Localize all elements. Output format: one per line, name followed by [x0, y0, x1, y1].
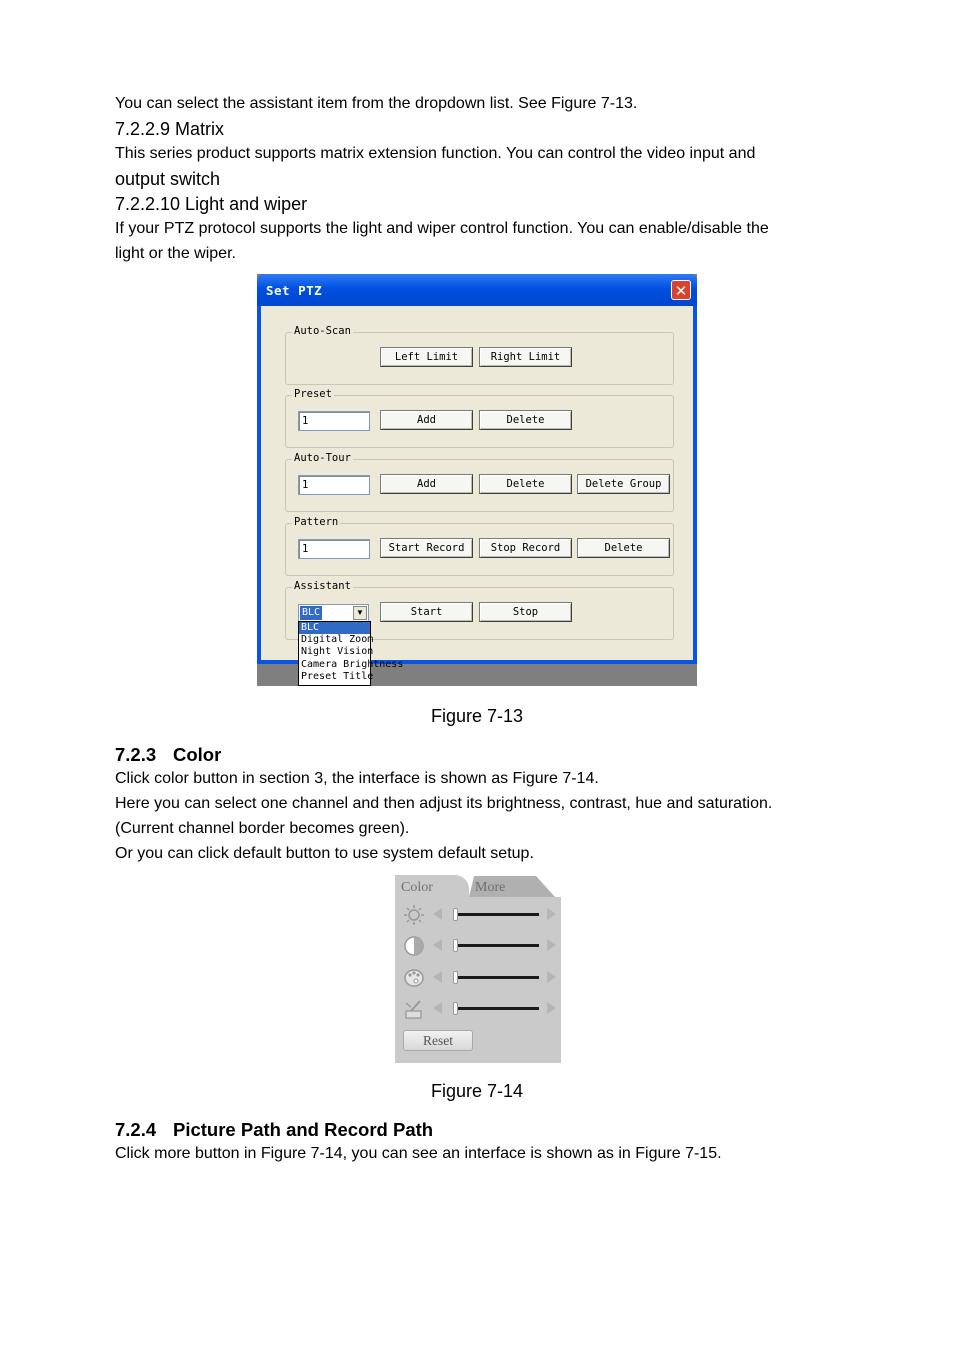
slider-knob[interactable]: [453, 939, 458, 952]
contrast-icon: [403, 935, 425, 957]
group-label-auto-tour: Auto-Tour: [294, 452, 351, 464]
assistant-start-button[interactable]: Start: [380, 602, 473, 622]
group-pattern: [285, 516, 674, 576]
brightness-icon: [403, 904, 425, 926]
group-auto-scan: [285, 325, 674, 385]
slider-knob[interactable]: [453, 1002, 458, 1015]
preset-delete-button[interactable]: Delete: [479, 410, 572, 430]
preset-input[interactable]: 1: [298, 411, 370, 431]
slider-track[interactable]: [455, 976, 539, 979]
assistant-dropdown-list: [298, 621, 404, 686]
slider-knob[interactable]: [453, 908, 458, 921]
light-paragraph-1: If your PTZ protocol supports the light and wiper control function. You can enable/disable the: [115, 220, 769, 237]
color-paragraph-1: Click color button in section 3, the interface is shown as Figure 7-14.: [115, 770, 599, 787]
dropdown-option[interactable]: Camera Brightness: [301, 658, 404, 670]
increase-arrow-icon[interactable]: [547, 939, 556, 951]
delete-group-button[interactable]: Delete Group: [577, 474, 670, 494]
close-icon[interactable]: ✕: [671, 280, 691, 300]
group-label-preset: Preset: [294, 388, 332, 400]
tab-more-label: More: [475, 880, 506, 895]
saturation-icon: [403, 998, 425, 1020]
path-paragraph-1: Click more button in Figure 7-14, you can see an interface is shown as in Figure 7-15.: [115, 1145, 722, 1162]
palette-icon: [403, 967, 425, 989]
assistant-select[interactable]: [298, 604, 369, 622]
slider-track[interactable]: [455, 913, 539, 916]
slider-row-saturation: [395, 996, 561, 1022]
slider-row-contrast: [395, 933, 561, 959]
heading-picture-path: [115, 1119, 433, 1141]
pattern-input[interactable]: 1: [298, 539, 370, 559]
dialog-body: [261, 306, 693, 660]
section-number: 7.2.4: [115, 1119, 157, 1140]
slider-track[interactable]: [455, 944, 539, 947]
dialog-titlebar[interactable]: [257, 274, 697, 306]
color-panel: [395, 875, 561, 1063]
set-ptz-dialog: [257, 274, 697, 686]
color-paragraph-4: Or you can click default button to use system default setup.: [115, 845, 534, 862]
increase-arrow-icon[interactable]: [547, 908, 556, 920]
auto-tour-add-button[interactable]: Add: [380, 474, 473, 494]
decrease-arrow-icon[interactable]: [433, 971, 442, 983]
group-auto-tour: [285, 452, 674, 512]
dropdown-option[interactable]: BLC: [299, 622, 370, 634]
decrease-arrow-icon[interactable]: [433, 908, 442, 920]
heading-matrix: 7.2.2.9 Matrix: [115, 119, 225, 139]
group-label-auto-scan: Auto-Scan: [294, 325, 351, 337]
auto-tour-delete-button[interactable]: Delete: [479, 474, 572, 494]
group-preset: [285, 388, 674, 448]
group-label-assistant: Assistant: [294, 580, 351, 592]
increase-arrow-icon[interactable]: [547, 1002, 556, 1014]
assistant-selected-value: BLC: [302, 607, 321, 618]
dropdown-option[interactable]: Night Vision: [301, 646, 374, 658]
tab-bar: [395, 875, 561, 897]
heading-color: [115, 744, 221, 766]
figure-caption-7-14: Figure 7-14: [430, 1081, 524, 1101]
slider-row-brightness: [395, 902, 561, 928]
dropdown-option[interactable]: Digital Zoom: [301, 634, 374, 646]
slider-track[interactable]: [455, 1007, 539, 1010]
heading-light-wiper: 7.2.2.10 Light and wiper: [115, 194, 308, 214]
chevron-down-icon[interactable]: ▼: [353, 606, 367, 620]
preset-add-button[interactable]: Add: [380, 410, 473, 430]
start-record-button[interactable]: Start Record: [380, 538, 473, 558]
section-number: 7.2.3: [115, 744, 157, 765]
slider-row-hue: [395, 965, 561, 991]
right-limit-button[interactable]: Right Limit: [479, 347, 572, 367]
dialog-title: Set PTZ: [266, 283, 323, 298]
light-paragraph-2: light or the wiper.: [115, 245, 236, 262]
section-title: Picture Path and Record Path: [173, 1119, 434, 1140]
intro-line: You can select the assistant item from the dropdown list. See Figure 7-13.: [115, 95, 638, 112]
tab-color-label: Color: [401, 880, 433, 895]
figure-caption-7-13: Figure 7-13: [430, 706, 524, 726]
reset-button[interactable]: Reset: [403, 1030, 473, 1051]
left-limit-button[interactable]: Left Limit: [380, 347, 473, 367]
auto-tour-input[interactable]: 1: [298, 475, 370, 495]
assistant-stop-button[interactable]: Stop: [479, 602, 572, 622]
dropdown-option[interactable]: Preset Title: [301, 670, 374, 682]
decrease-arrow-icon[interactable]: [433, 1002, 442, 1014]
color-paragraph-2: Here you can select one channel and then adjust its brightness, contrast, hue and saturation.: [115, 795, 773, 812]
matrix-paragraph-2: output switch: [115, 169, 221, 189]
increase-arrow-icon[interactable]: [547, 971, 556, 983]
slider-knob[interactable]: [453, 971, 458, 984]
section-title: Color: [173, 744, 222, 765]
matrix-paragraph-1: This series product supports matrix extension function. You can control the video input and: [115, 145, 756, 162]
group-label-pattern: Pattern: [294, 516, 339, 528]
color-paragraph-3: (Current channel border becomes green).: [115, 820, 410, 837]
decrease-arrow-icon[interactable]: [433, 939, 442, 951]
pattern-delete-button[interactable]: Delete: [577, 538, 670, 558]
stop-record-button[interactable]: Stop Record: [479, 538, 572, 558]
